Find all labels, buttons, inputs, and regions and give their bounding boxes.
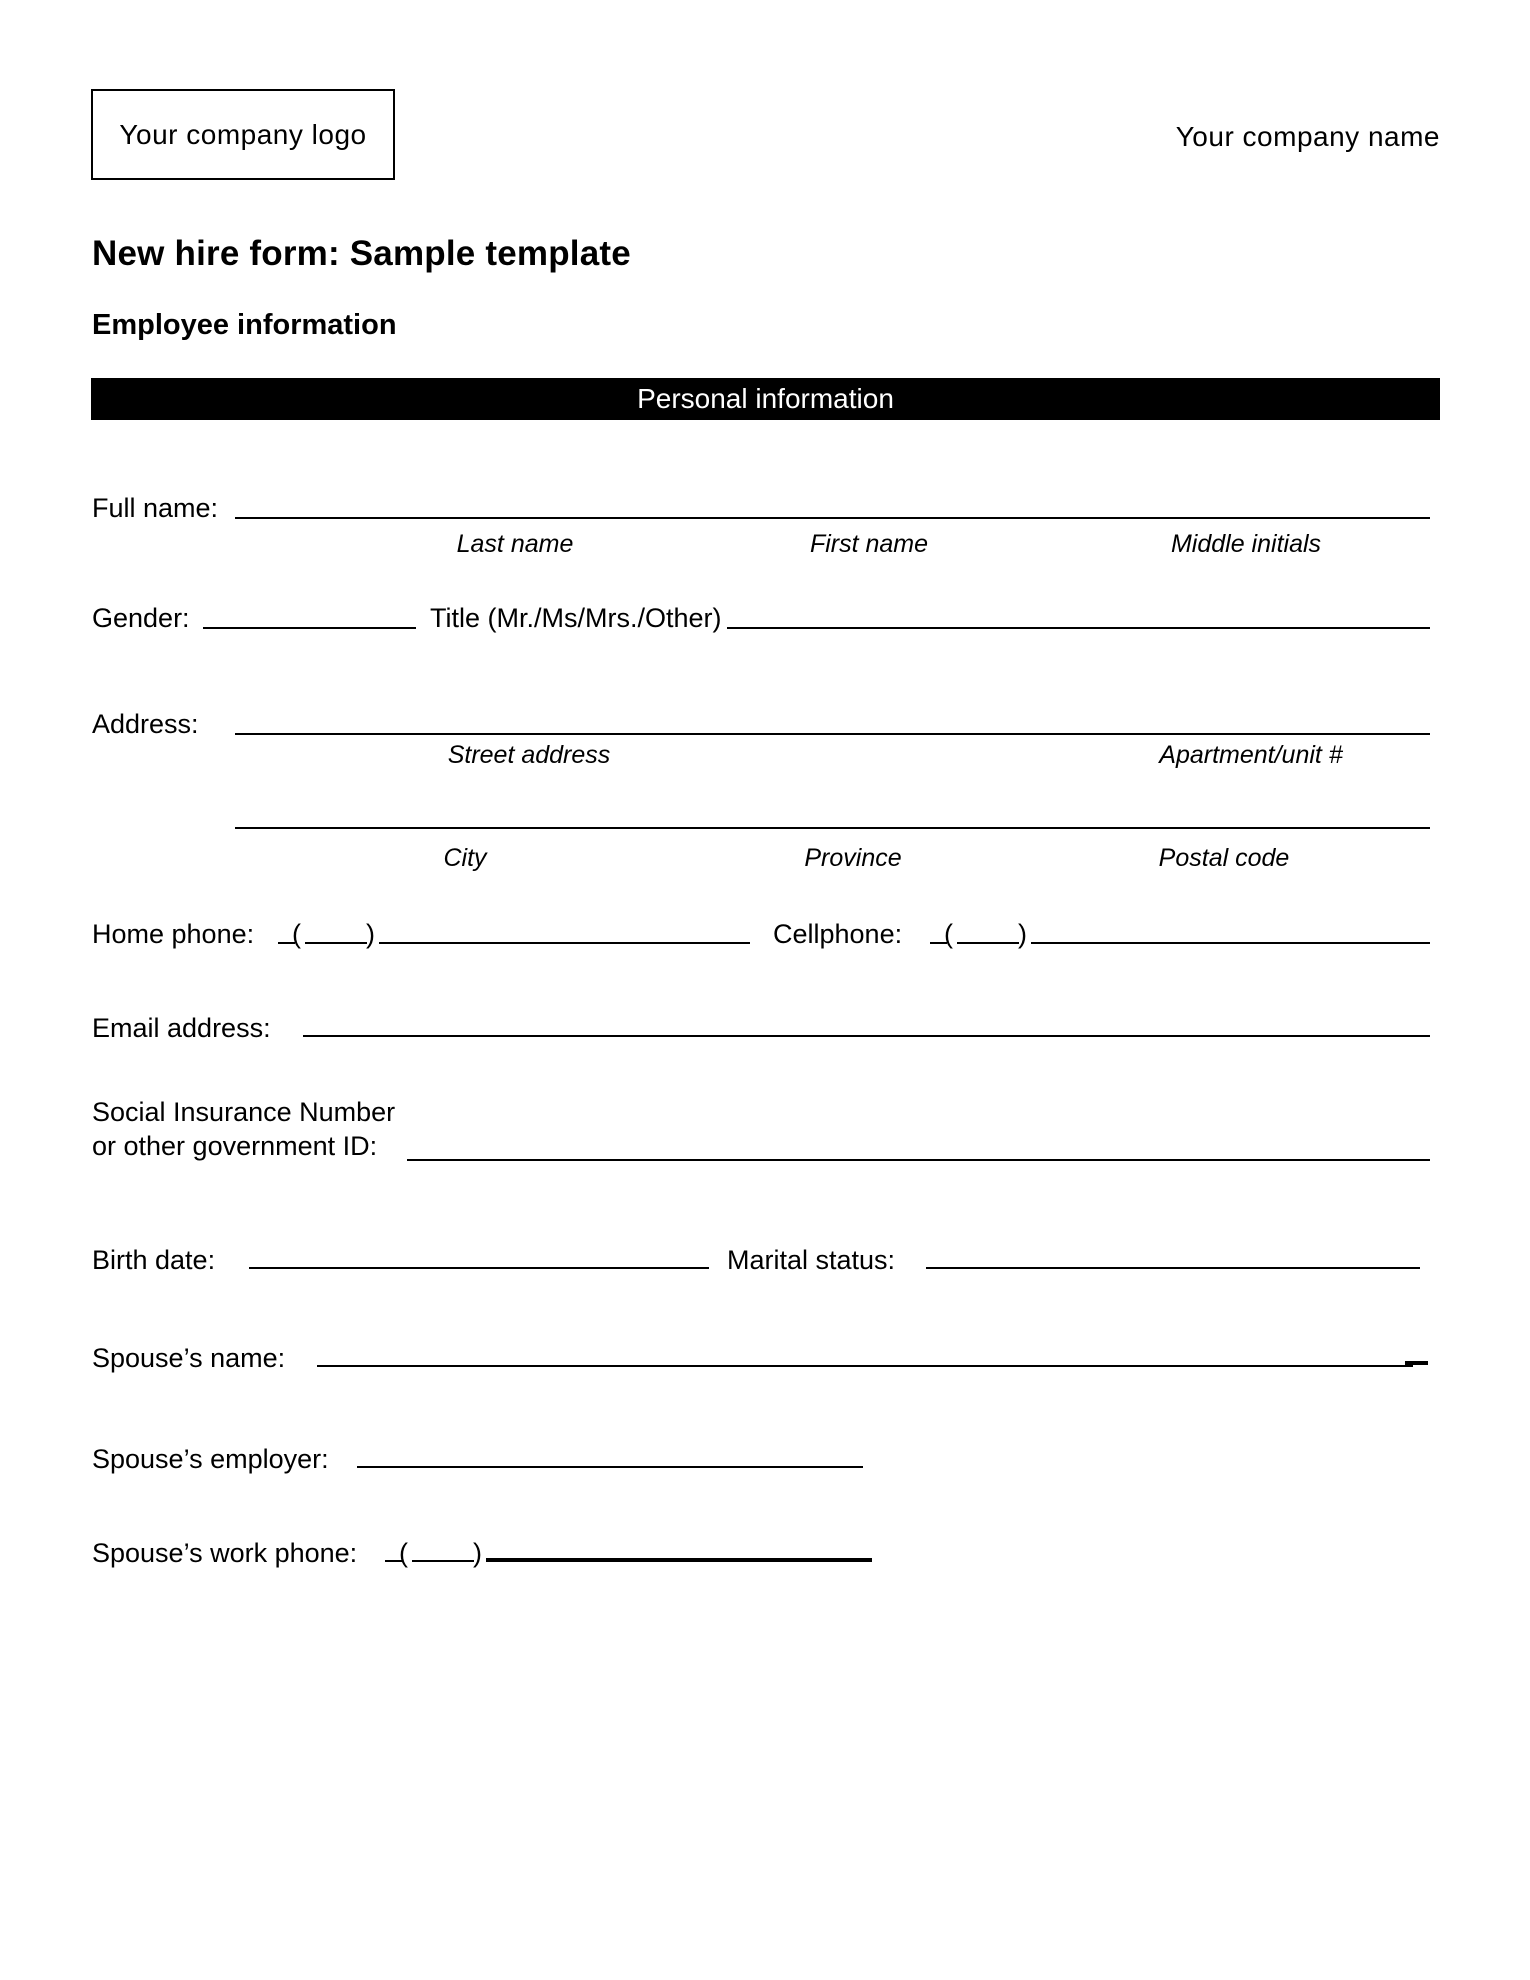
gender-label: Gender: <box>92 603 190 633</box>
cellphone-label: Cellphone: <box>773 919 903 949</box>
caption-middle-initials: Middle initials <box>1170 530 1322 558</box>
caption-last-name: Last name <box>456 530 574 558</box>
spouse-work-phone-label: Spouse’s work phone: <box>92 1538 358 1568</box>
cellphone-paren-close: ) <box>1018 919 1027 949</box>
section-bar-personal-information <box>91 378 1440 420</box>
cellphone-area-code-line[interactable] <box>957 942 1019 944</box>
company-logo-text: Your company logo <box>119 118 367 150</box>
caption-city: City <box>443 844 487 872</box>
spouse-name-label: Spouse’s name: <box>92 1343 286 1373</box>
spouse-employer-label: Spouse’s employer: <box>92 1444 329 1474</box>
address-label: Address: <box>92 709 199 739</box>
caption-province: Province <box>804 844 902 872</box>
sin-input-line[interactable] <box>407 1159 1430 1161</box>
spouse-work-phone-number-line[interactable] <box>486 1558 872 1562</box>
gender-input-line[interactable] <box>203 627 416 629</box>
page-title: New hire form: Sample template <box>92 234 631 273</box>
home-phone-paren-close: ) <box>366 919 375 949</box>
spouse-name-input-line[interactable] <box>317 1365 1413 1367</box>
caption-apartment-unit: Apartment/unit # <box>1159 741 1343 769</box>
cellphone-number-line[interactable] <box>1031 942 1430 944</box>
full-name-input-line[interactable] <box>235 517 1430 519</box>
full-name-label: Full name: <box>92 493 219 523</box>
section-bar-title: Personal information <box>637 383 894 414</box>
spouse-name-end-dash <box>1405 1361 1428 1365</box>
spouse-work-phone-area-code-line[interactable] <box>412 1560 474 1562</box>
cellphone-paren-open: ( <box>944 919 953 949</box>
marital-status-label: Marital status: <box>727 1245 896 1275</box>
home-phone-paren-open: ( <box>292 919 301 949</box>
email-input-line[interactable] <box>303 1035 1430 1037</box>
birth-date-label: Birth date: <box>92 1245 216 1275</box>
home-phone-number-line[interactable] <box>379 942 750 944</box>
marital-status-input-line[interactable] <box>926 1267 1420 1269</box>
title-input-line[interactable] <box>727 627 1430 629</box>
birth-date-input-line[interactable] <box>249 1267 709 1269</box>
spouse-employer-input-line[interactable] <box>357 1466 863 1468</box>
caption-first-name: First name <box>809 530 929 558</box>
sin-label-line1: Social Insurance Number <box>92 1097 396 1127</box>
title-label: Title (Mr./Ms/Mrs./Other) <box>430 603 722 633</box>
street-address-input-line[interactable] <box>235 733 1430 735</box>
caption-postal-code: Postal code <box>1158 844 1290 872</box>
home-phone-area-code-line[interactable] <box>305 942 367 944</box>
home-phone-label: Home phone: <box>92 919 255 949</box>
section-heading-employee-information: Employee information <box>92 309 397 341</box>
city-province-postal-input-line[interactable] <box>235 827 1430 829</box>
sin-label-line2: or other government ID: <box>92 1131 378 1161</box>
email-label: Email address: <box>92 1013 271 1043</box>
caption-street-address: Street address <box>447 741 611 769</box>
spouse-work-phone-paren-open: ( <box>399 1538 408 1568</box>
company-name: Your company name <box>1175 121 1440 152</box>
spouse-work-phone-paren-close: ) <box>473 1538 482 1568</box>
company-logo-box <box>91 89 395 180</box>
